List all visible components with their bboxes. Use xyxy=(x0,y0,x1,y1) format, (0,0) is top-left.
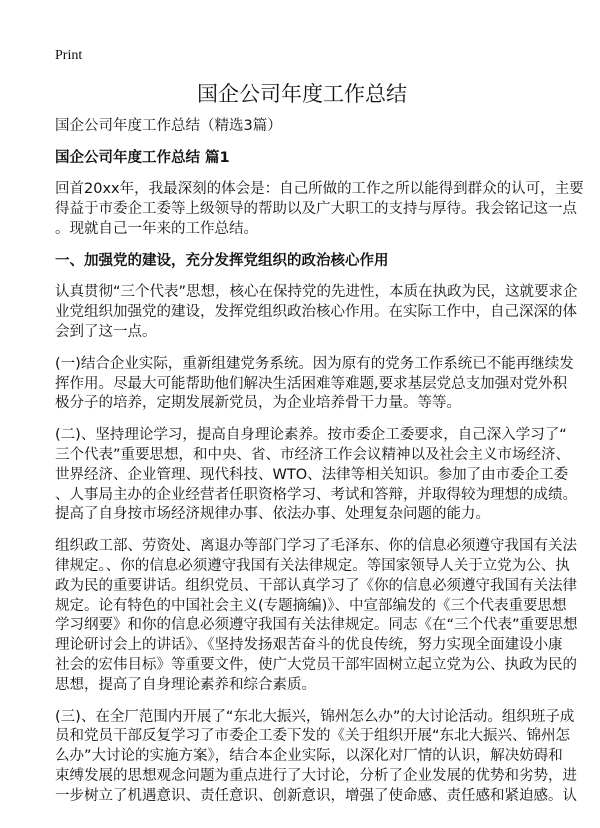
paragraph xyxy=(55,708,577,807)
document-subtitle: 国企公司年度工作总结（精选3篇） xyxy=(55,118,282,134)
paragraph-line: 社会的宏伟目标》等重要文件，使广大党员干部牢固树立起立党为公、执政为民的 xyxy=(55,656,577,673)
paragraph-line: 学习纲要》和你的信息必须遵守我国有关法律规定。同志《在“三个代表”重要思想 xyxy=(55,617,578,634)
paragraph-line: 么办”大讨论的实施方案》，结合本企业实际，以深化对厂情的认识，解决妨碍和 xyxy=(55,748,563,765)
paragraph-line: 员和党员干部反复学习了市委企工委下发的《关于组织开展“东北大振兴、锦州怎 xyxy=(55,728,571,745)
paragraph-line: 理论研讨会上的讲话》、《坚持发扬艰苦奋斗的优良传统，努力实现全面建设小康 xyxy=(55,637,563,654)
paragraph-line: 业党组织加强党的建设，发挥党组织政治核心作用。在实际工作中，自己深深的体 xyxy=(55,304,577,321)
paragraph-line: (三)、在全厂范围内开展了“东北大振兴，锦州怎么办”的大讨论活动。组织班子成 xyxy=(55,708,575,725)
paragraph xyxy=(55,180,584,239)
paragraph-line: 世界经济、企业管理、现代科技、WTO、法律等相关知识。参加了由市委企工委 xyxy=(55,466,569,483)
paragraph-line: 思想，提高了自身理论素养和综合素质。 xyxy=(55,676,316,693)
paragraph xyxy=(55,537,578,695)
paragraph-line: 一步树立了机遇意识、责任意识、创新意识，增强了使命感、责任感和紧迫感。认 xyxy=(55,787,577,804)
paragraph-line: 会到了这一点。 xyxy=(55,323,157,340)
document-body xyxy=(55,78,584,819)
paragraph-line: 束缚发展的思想观念问题为重点进行了大讨论，分析了企业发展的优势和劣势，进 xyxy=(55,767,577,784)
paragraph-line: (一)结合企业实际，重新组建党务系统。因为原有的党务工作系统已不能再继续发 xyxy=(55,355,574,372)
paragraph xyxy=(55,283,578,342)
paragraph-line: 认真贯彻“三个代表”思想，核心在保持党的先进性，本质在执政为民，这就要求企 xyxy=(55,284,578,301)
paragraph-line: 得益于市委企工委等上级领导的帮助以及广大职工的支持与厚待。我会铭记这一点 xyxy=(55,200,577,217)
paragraph-line: 极分子的培养，定期发展新党员，为企业培养骨干力量。等等。 xyxy=(55,395,461,412)
paragraph-line: 律规定。、你的信息必须遵守我国有关法律规定。等国家领导人关于立党为公、执 xyxy=(55,557,570,574)
section-heading: 一、加强党的建设，充分发挥党组织的政治核心作用 xyxy=(55,253,389,270)
document-content xyxy=(55,148,584,807)
paragraph-line: 、人事局主办的企业经营者任职资格学习、考试和答辩，并取得较为理想的成绩。 xyxy=(55,486,577,503)
paragraph-line: 。现就自己一年来的工作总结。 xyxy=(55,220,258,237)
paragraph-line: 挥作用。尽最大可能帮助他们解决生活困难等难题,要求基层党总支加强对党外积 xyxy=(55,375,568,392)
paragraph-line: 回首20xx年，我最深刻的体会是：自己所做的工作之所以能得到群众的认可，主要 xyxy=(55,181,584,197)
paragraph xyxy=(55,355,574,414)
paragraph-line: 三个代表”重要思想，和中央、省、市经济工作会议精神以及社会主义市场经济、 xyxy=(55,446,571,463)
document-title: 国企公司年度工作总结 xyxy=(197,82,407,106)
print-link[interactable]: Print xyxy=(55,48,83,63)
paragraph-line: 提高了自身按市场经济规律办事、依法办事、处理复杂问题的能力。 xyxy=(55,506,490,523)
paragraph-line: (二)、坚持理论学习，提高自身理论素养。按市委企工委要求，自己深入学习了“ xyxy=(55,427,567,444)
paragraph xyxy=(55,426,577,525)
paragraph-line: 政为民的重要讲话。组织党员、干部认真学习了《你的信息必须遵守我国有关法律 xyxy=(55,577,577,594)
paragraph-line: 组织政工部、劳资处、离退办等部门学习了毛泽东、你的信息必须遵守我国有关法 xyxy=(55,538,577,555)
paragraph-line: 规定。论有特色的中国社会主义(专题摘编)》、中宣部编发的《三个代表重要思想 xyxy=(55,597,567,614)
section-heading: 国企公司年度工作总结 篇1 xyxy=(55,150,230,166)
